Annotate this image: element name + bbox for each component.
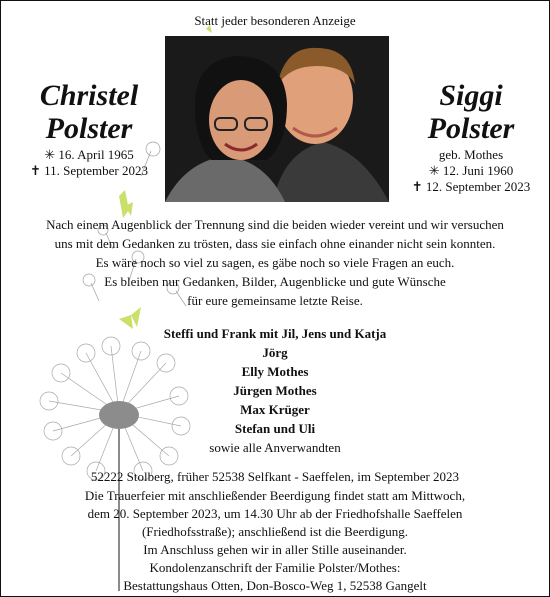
poem-line: Es wäre noch so viel zu sagen, es gäbe noch so viele Fragen an euch. [95,255,455,270]
family-member: Jörg [262,345,288,360]
header-text: Statt jeder besonderen Anzeige [194,13,356,28]
name-block-right [401,79,541,195]
couple-photo [165,36,389,202]
funeral-info [1,487,549,595]
poem-line: uns mit dem Gedanken zu trösten, dass sie einfach ohne einander nicht sein konnten. [54,236,496,251]
funeral-line: dem 20. September 2023, um 14.30 Uhr ab der Friedhofshalle Saeffelen [87,506,463,521]
birth-date: ✳ 16. April 1965 [44,147,134,162]
poem-line: Es bleiben nur Gedanken, Bilder, Augenblicke und gute Wünsche [104,274,446,289]
poem-line: für eure gemeinsame letzte Reise. [187,293,363,308]
name-block-left [29,79,149,179]
family-member: Elly Mothes [241,364,309,379]
death-date: ✝ 11. September 2023 [29,163,148,178]
maiden-name: geb. Mothes [438,147,504,162]
last-name: Polster [427,112,515,145]
funeral-line: Die Trauerfeier mit anschließender Beerdigung findet statt am Mittwoch, [84,488,466,503]
family-closing: sowie alle Anverwandten [209,440,341,455]
family-member: Max Krüger [240,402,310,417]
first-name: Siggi [439,79,503,112]
last-name: Polster [45,112,133,145]
family-member: Jürgen Mothes [233,383,317,398]
poem-line: Nach einem Augenblick der Trennung sind die beiden wieder vereint und wir versuchen [46,217,504,232]
place-date: 52222 Stolberg, früher 52538 Selfkant - Saeffelen, im September 2023 [90,469,460,484]
funeral-line: (Friedhofsstraße); anschließend ist die Beerdigung. [141,524,409,539]
photo-illustration [165,36,389,202]
first-name: Christel [39,79,139,112]
funeral-line: Im Anschluss gehen wir in aller Stille auseinander. [143,542,407,557]
condolence-line: Kondolenzanschrift der Familie Polster/Mothes: [149,560,401,575]
poem-text [1,215,549,310]
family-member: Stefan und Uli [234,421,316,436]
death-date: ✝ 12. September 2023 [411,179,531,194]
birth-date: ✳ 12. Juni 1960 [428,163,514,178]
family-member: Steffi und Frank mit Jil, Jens und Katja [163,326,387,341]
condolence-address: Bestattungshaus Otten, Don-Bosco-Weg 1, 52538 Gangelt [123,578,427,593]
family-list [1,324,549,457]
